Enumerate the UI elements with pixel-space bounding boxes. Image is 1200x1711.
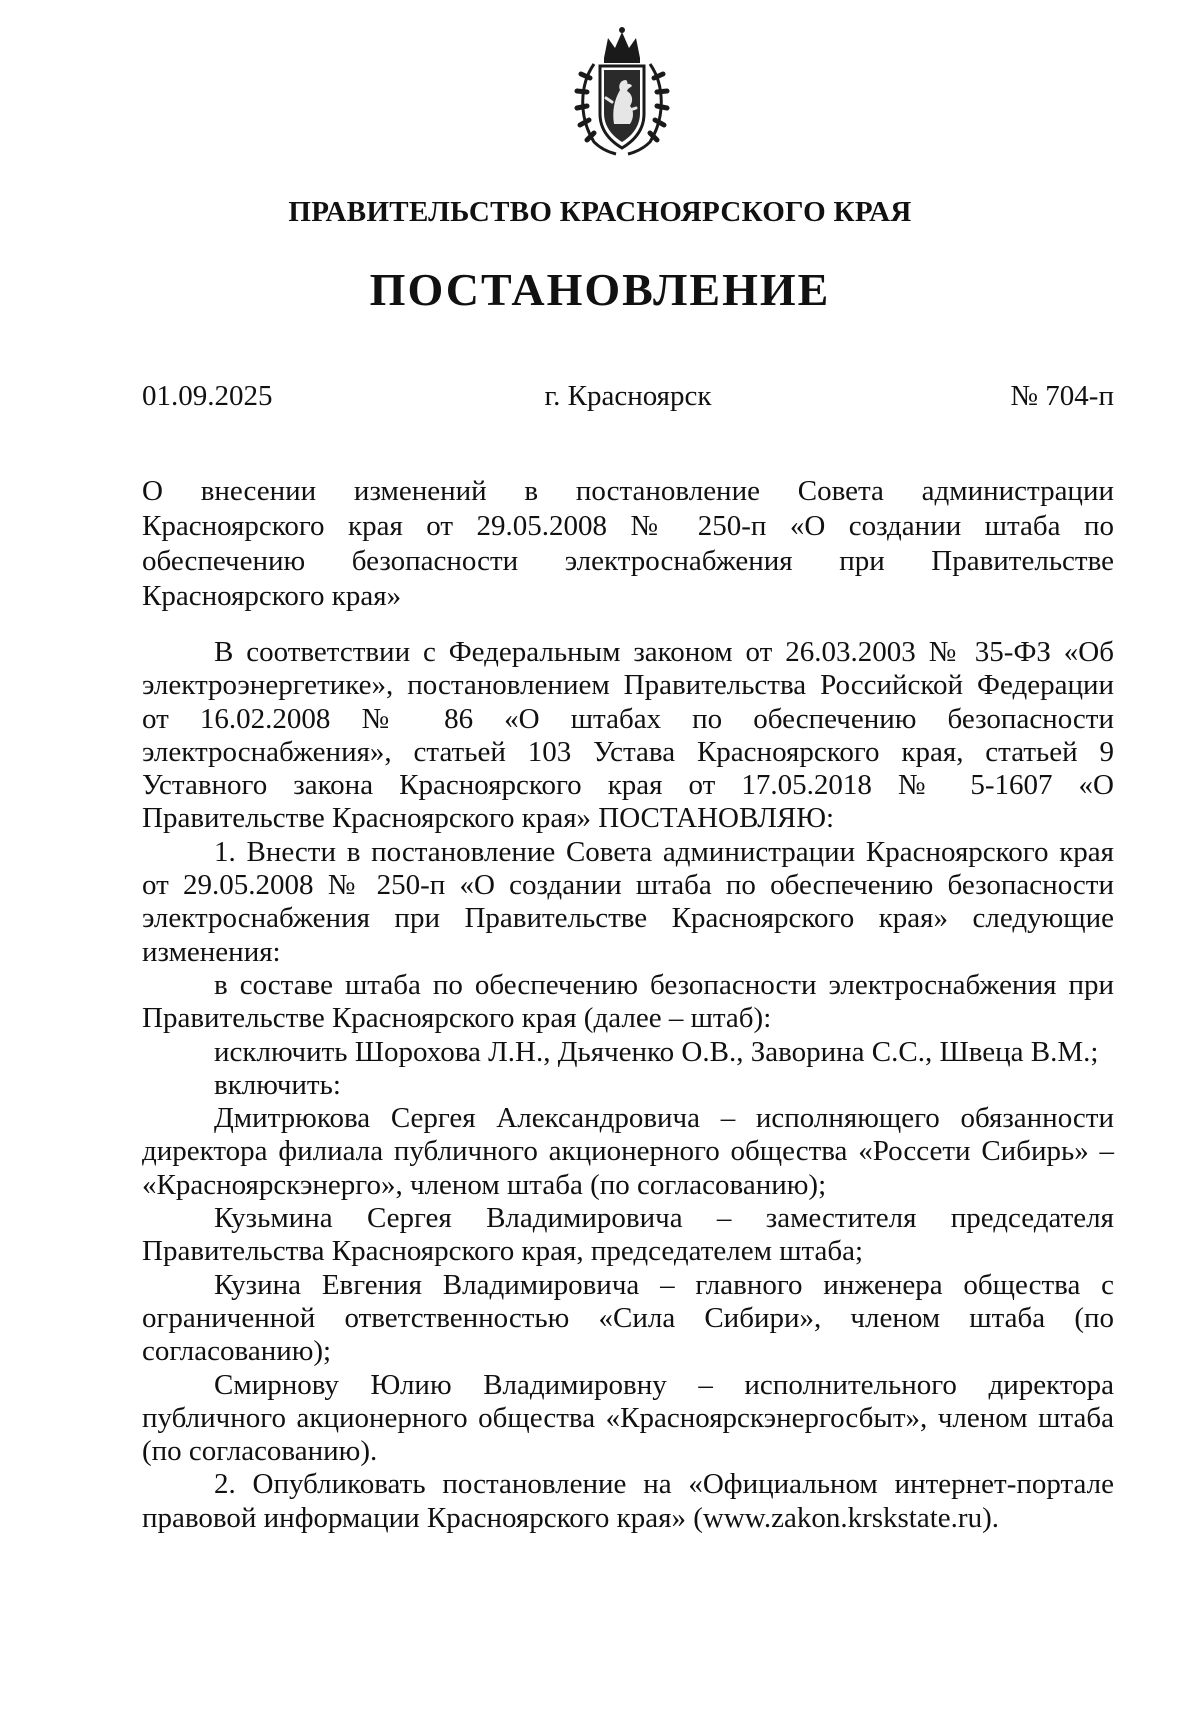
- body-paragraph: в составе штаба по обеспечению безопасности электроснабжения при Правительстве Красноярского края (далее – штаб):: [142, 968, 1114, 1035]
- coat-of-arms-icon: [564, 24, 680, 156]
- body-paragraph: Кузьмина Сергея Владимировича – заместителя председателя Правительства Красноярского края, председателем штаба;: [142, 1202, 1114, 1268]
- coat-of-arms-emblem: [564, 24, 680, 156]
- organization-title: ПРАВИТЕЛЬСТВО КРАСНОЯРСКОГО КРАЯ: [288, 196, 912, 228]
- body-paragraph: Смирнову Юлию Владимировну – исполнительного директора публичного акционерного общества «Красноярскэнергосбыт», членом штаба (по согласованию).: [142, 1368, 1114, 1468]
- document-meta-row: [142, 376, 1114, 416]
- document-city: г. Красноярск: [544, 380, 712, 412]
- body-paragraph: исключить Шорохова Л.Н., Дьяченко О.В., Заворина С.С., Швеца В.М.;: [214, 1035, 1099, 1068]
- body-paragraph: включить:: [214, 1068, 341, 1101]
- document-type-title: ПОСТАНОВЛЕНИЕ: [369, 264, 831, 315]
- body-paragraph: 2. Опубликовать постановление на «Официальном интернет-портале правовой информации Красноярского края» (www.zakon.krskstate.ru).: [142, 1468, 1114, 1534]
- body-paragraph: В соответствии с Федеральным законом от 26.03.2003 № 35-ФЗ «Об электроэнергетике», постановлением Правительства Российской Федерации от 16.02.2008 № 86 «О штабах по обеспечению безопасности электроснабжения», статьей 103 Устава Красноярского края, статьей 9 Уставного закона Красноярского края от 17.05.2018 № 5-1607 «О Правительстве Красноярского края» ПОСТАНОВЛЯЮ:: [142, 636, 1114, 835]
- document-date: 01.09.2025: [142, 380, 273, 412]
- body-paragraph: Кузина Евгения Владимировича – главного инженера общества с ограниченной ответственностью «Сила Сибири», членом штаба (по согласованию);: [142, 1268, 1114, 1368]
- document-subject: О внесении изменений в постановление Совета администрации Красноярского края от 29.05.2008 № 250-п «О создании штаба по обеспечению безопасности электроснабжения при Правительстве Красноярского края»: [142, 475, 1114, 612]
- body-paragraph: 1. Внести в постановление Совета администрации Красноярского края от 29.05.2008 № 250-п «О создании штаба по обеспечению безопасности электроснабжения при Правительстве Красноярского края» следующие изменения:: [142, 835, 1114, 968]
- document-body: [142, 636, 1114, 1535]
- document-number: № 704-п: [1010, 380, 1114, 412]
- body-paragraph: Дмитрюкова Сергея Александровича – исполняющего обязанности директора филиала публичного акционерного общества «Россети Сибирь» – «Красноярскэнерго», членом штаба (по согласованию);: [142, 1102, 1114, 1201]
